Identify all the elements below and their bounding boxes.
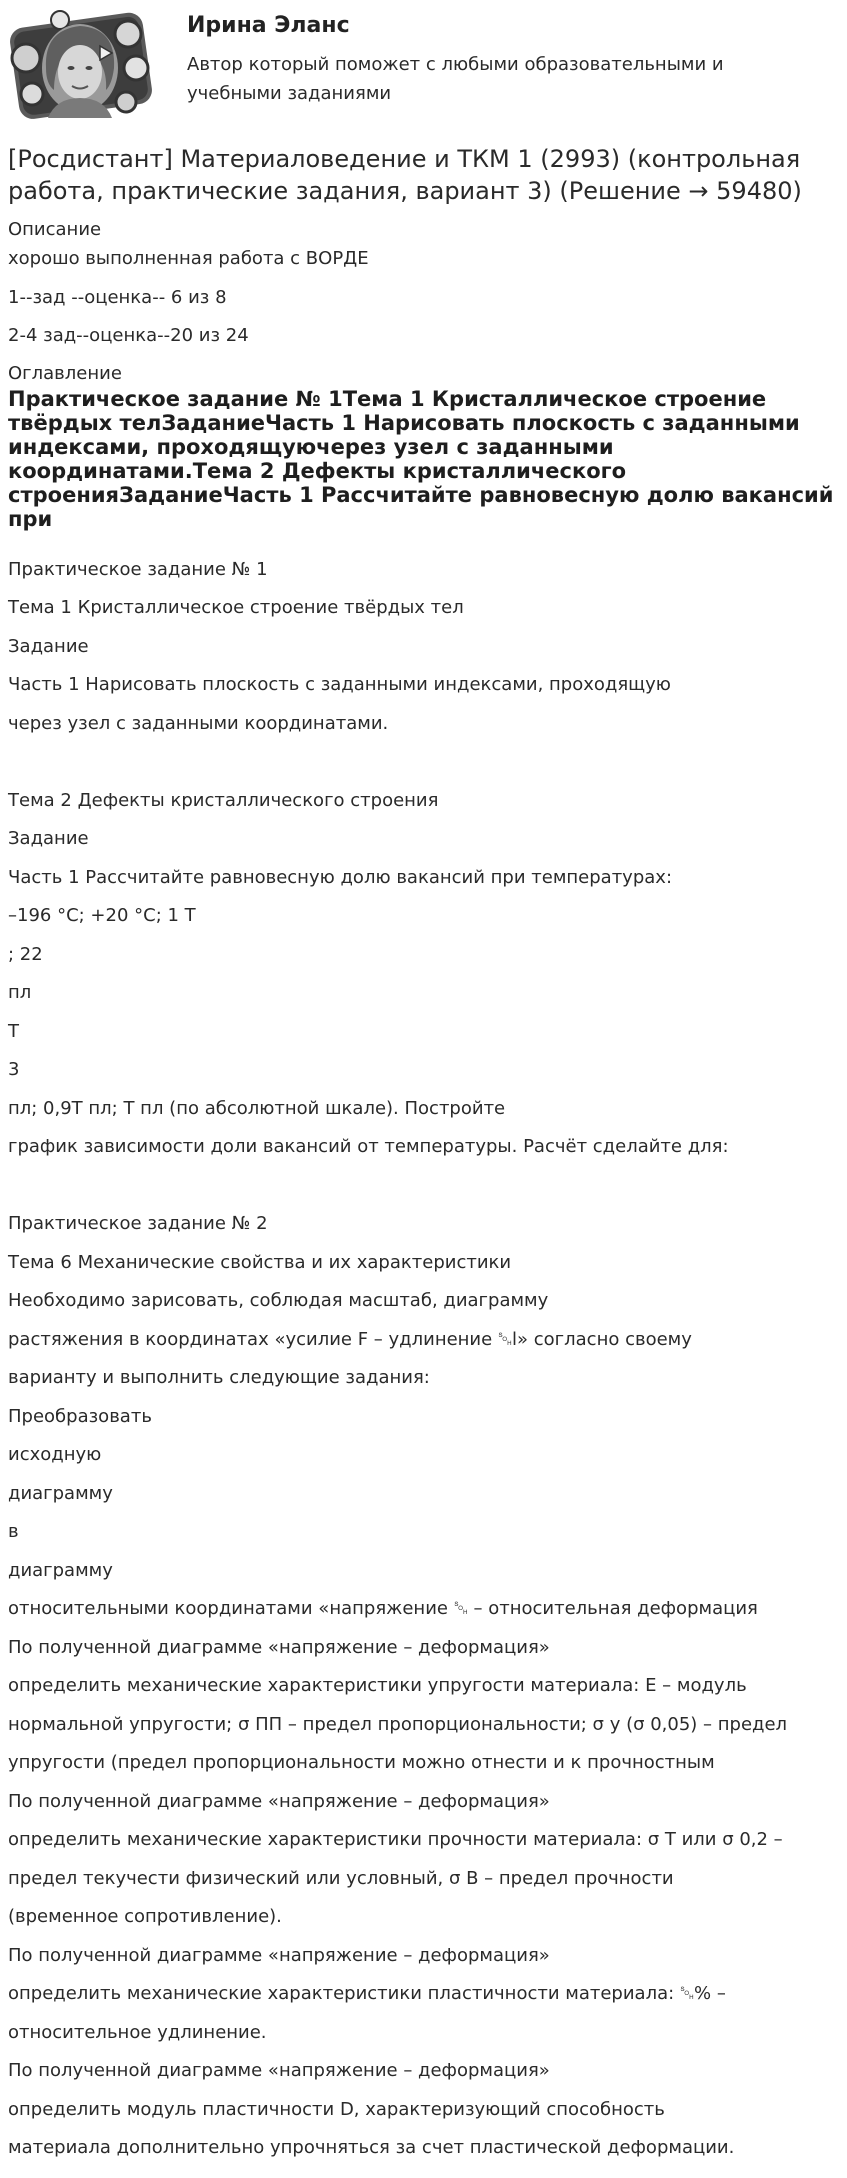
content-line: Задание [8, 636, 89, 657]
content-line: Тема 1 Кристаллическое строение твёрдых тел [8, 597, 464, 618]
content-line: По полученной диаграмме «напряжение – деформация» [8, 1945, 550, 1966]
content-line: По полученной диаграмме «напряжение – деформация» [8, 1791, 550, 1812]
content-line: 3 [8, 1059, 20, 1080]
content-line: диаграмму [8, 1560, 113, 1581]
content-line: определить механические характеристики пластичности материала: ␁% – [8, 1983, 726, 2004]
content-line: исходную [8, 1444, 102, 1465]
description-line: хорошо выполненная работа с ВОРДЕ [8, 248, 369, 269]
content-line: растяжения в координатах «усилие F – удлинение ␁l» согласно своему [8, 1329, 692, 1350]
author-avatar[interactable] [8, 6, 153, 126]
author-name[interactable]: Ирина Эланс [187, 13, 350, 38]
author-description: Автор который поможет с любыми образовательными и учебными заданиями [187, 54, 724, 104]
content-line: По полученной диаграмме «напряжение – деформация» [8, 1637, 550, 1658]
content-line: пл [8, 982, 32, 1003]
content-line: определить модуль пластичности D, характеризующий способность [8, 2099, 665, 2120]
content-line: Тема 6 Механические свойства и их характеристики [8, 1252, 512, 1273]
content-line: –196 °С; +20 °С; 1 Т [8, 905, 196, 926]
content-line: пл; 0,9Т пл; Т пл (по абсолютной шкале). Постройте [8, 1098, 506, 1119]
description-line: 1--зад --оценка-- 6 из 8 [8, 287, 227, 308]
author-header [0, 0, 847, 130]
content-line: диаграмму [8, 1483, 113, 1504]
content-line: в [8, 1521, 19, 1542]
content-line: определить механические характеристики прочности материала: σ Т или σ 0,2 – [8, 1829, 783, 1850]
content-line: Часть 1 Нарисовать плоскость с заданными индексами, проходящую [8, 674, 671, 695]
content-line: Практическое задание № 1 [8, 559, 268, 580]
content-line: нормальной упругости; σ ПП – предел пропорциональности; σ у (σ 0,05) – предел [8, 1714, 788, 1735]
content-line: варианту и выполнить следующие задания: [8, 1367, 430, 1388]
content-line: Часть 1 Рассчитайте равновесную долю вакансий при температурах: [8, 867, 673, 888]
content-line: упругости (предел пропорциональности можно отнести и к прочностным [8, 1752, 715, 1773]
page-title: [Росдистант] Материаловедение и ТКМ 1 (2993) (контрольная работа, практические задания, вариант 3) (Решение → 59480) [8, 145, 802, 205]
content-line: Задание [8, 828, 89, 849]
content-line: относительное удлинение. [8, 2022, 267, 2043]
content-line: Практическое задание № 2 [8, 1213, 268, 1234]
content-line: ; 22 [8, 944, 43, 965]
content-line: относительными координатами «напряжение ␁ – относительная деформация [8, 1598, 758, 1619]
avatar-image [8, 6, 153, 126]
content-line: Необходимо зарисовать, соблюдая масштаб, диаграмму [8, 1290, 549, 1311]
content-line: график зависимости доли вакансий от температуры. Расчёт сделайте для: [8, 1136, 729, 1157]
content-line: (временное сопротивление). [8, 1906, 282, 1927]
description-line: 2-4 зад--оценка--20 из 24 [8, 325, 249, 346]
content-line: По полученной диаграмме «напряжение – деформация» [8, 2060, 550, 2081]
content-line: Т [8, 1021, 19, 1042]
content-line: Преобразовать [8, 1406, 152, 1427]
description-label: Описание [8, 219, 102, 240]
content-line: через узел с заданными координатами. [8, 713, 389, 734]
contents-heading: Практическое задание № 1Тема 1 Кристаллическое строение твёрдых телЗаданиеЧасть 1 Нарисовать плоскость с заданными индексами, проходящуючерез узел с заданными координатами.Тема 2 Дефекты кристаллического строенияЗаданиеЧасть 1 Рассчитайте равновесную долю вакансий при [8, 387, 834, 531]
contents-label: Оглавление [8, 363, 122, 384]
content-line: материала дополнительно упрочняться за счет пластической деформации. [8, 2137, 735, 2158]
content-line: Тема 2 Дефекты кристаллического строения [8, 790, 439, 811]
content-line: предел текучести физический или условный, σ В – предел прочности [8, 1868, 674, 1889]
content-line: определить механические характеристики упругости материала: Е – модуль [8, 1675, 747, 1696]
